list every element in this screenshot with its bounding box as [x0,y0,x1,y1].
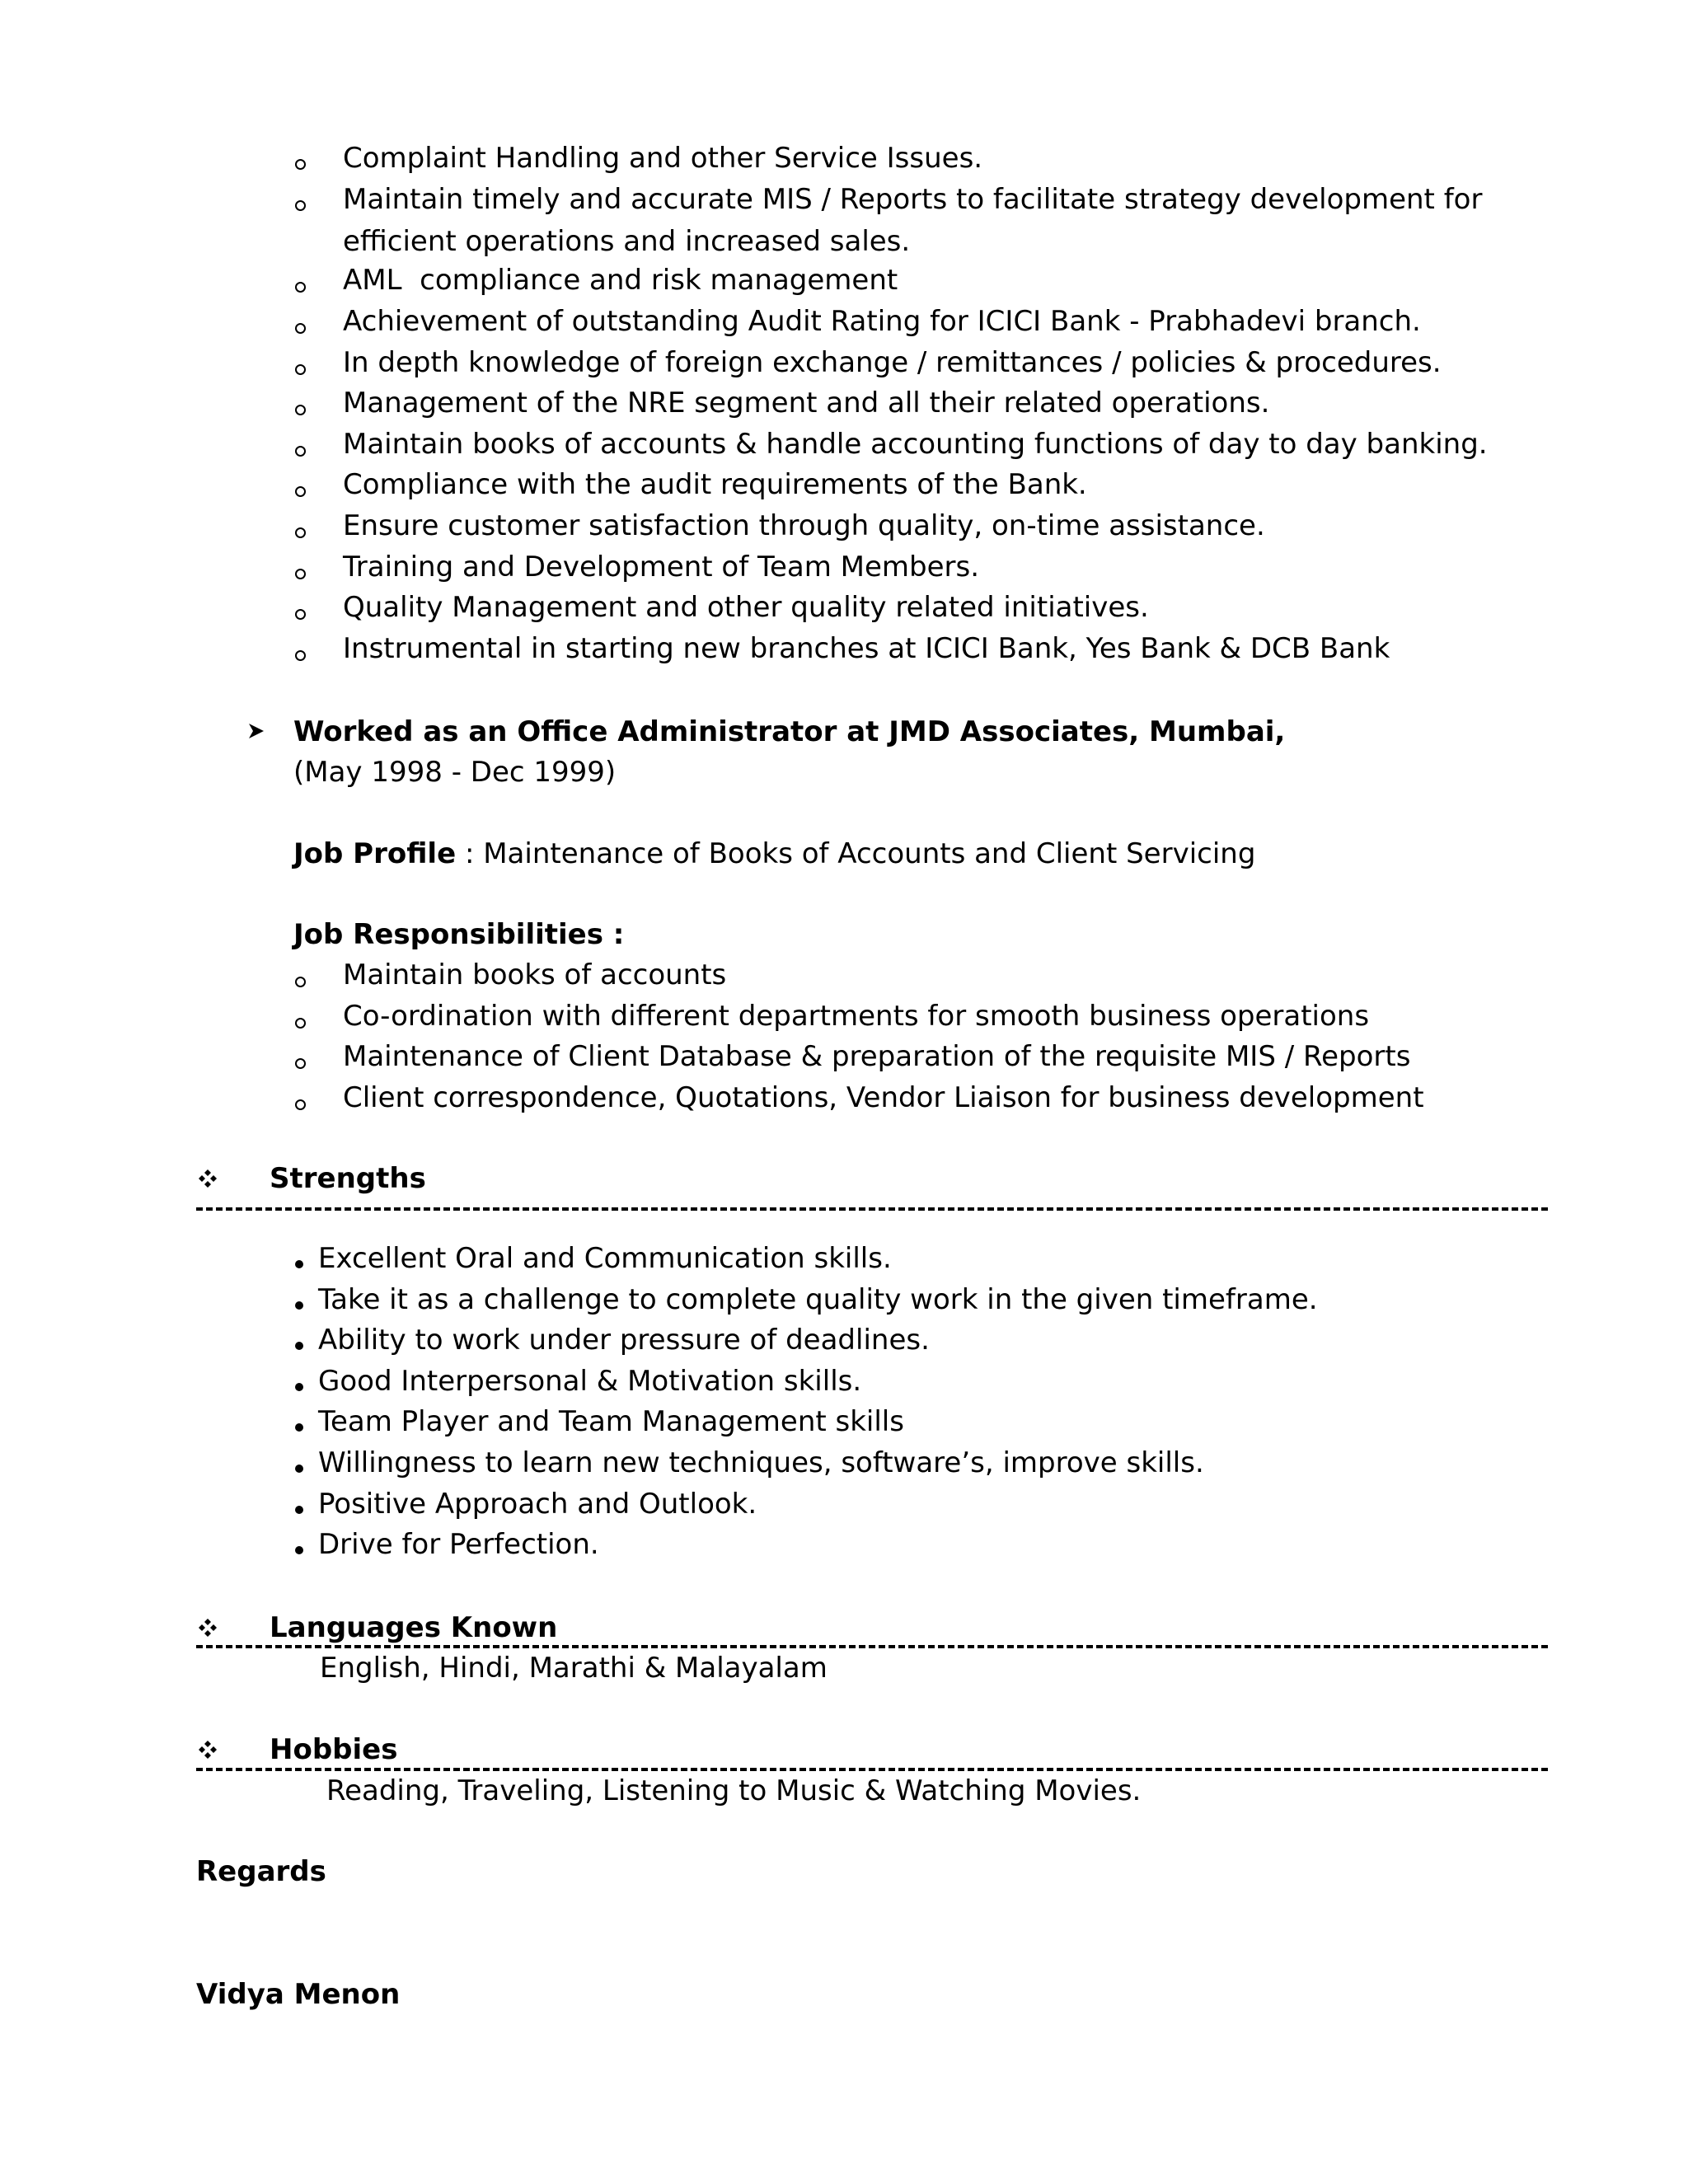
list-item: Achievement of outstanding Audit Rating for ICICI Bank - Prabhadevi branch. [343,305,1421,338]
list-item-continuation: efficient operations and increased sales. [343,225,911,258]
signature-name: Vidya Menon [196,1978,401,2011]
section-heading-languages: Languages Known [270,1611,558,1644]
hobbies-text: Reading, Traveling, Listening to Music & Watching Movies. [326,1774,1142,1807]
job-profile-label: Job Profile [293,837,457,870]
list-item: In depth knowledge of foreign exchange / remittances / policies & procedures. [343,346,1442,379]
list-bullet [295,569,306,579]
list-bullet [295,282,306,293]
list-bullet [295,200,306,211]
section-divider [196,1768,1548,1771]
list-item: Maintain books of accounts [343,958,727,991]
list-item: Instrumental in starting new branches at ICICI Bank, Yes Bank & DCB Bank [343,632,1390,665]
list-bullet [295,1058,306,1069]
list-item: Management of the NRE segment and all their related operations. [343,387,1270,419]
list-item: Client correspondence, Quotations, Vendor Liaison for business development [343,1081,1424,1114]
list-item: Co-ordination with different departments for smooth business operations [343,1000,1370,1033]
list-bullet [295,486,306,497]
list-bullet [295,1260,303,1268]
list-item: Maintain books of accounts & handle accounting functions of day to day banking. [343,428,1488,461]
list-item: Drive for Perfection. [318,1528,599,1561]
diamond-bullet-icon [198,1169,218,1188]
list-bullet [295,159,306,170]
list-item: Positive Approach and Outlook. [318,1488,757,1521]
list-bullet [295,364,306,375]
list-item: Good Interpersonal & Motivation skills. [318,1365,862,1398]
languages-text: English, Hindi, Marathi & Malayalam [320,1652,828,1685]
list-item: Complaint Handling and other Service Issues. [343,142,983,175]
list-bullet [295,1423,303,1432]
list-bullet [295,1546,303,1554]
closing-regards: Regards [196,1855,326,1888]
list-bullet [295,446,306,457]
list-bullet [295,405,306,415]
job-period: (May 1998 - Dec 1999) [293,756,617,789]
list-bullet [295,609,306,620]
diamond-bullet-icon [198,1618,218,1638]
list-item: Maintenance of Client Database & preparation of the requisite MIS / Reports [343,1040,1411,1073]
list-item: Maintain timely and accurate MIS / Reports to facilitate strategy development for [343,183,1483,216]
list-bullet [295,527,306,538]
list-bullet [295,650,306,661]
section-divider [196,1207,1548,1211]
list-item: AML compliance and risk management [343,264,898,297]
section-heading-strengths: Strengths [270,1162,426,1195]
list-item: Excellent Oral and Communication skills. [318,1242,892,1275]
list-bullet [295,1018,306,1029]
list-bullet [295,977,306,987]
list-item: Willingness to learn new techniques, software’s, improve skills. [318,1446,1204,1479]
list-item: Training and Development of Team Members. [343,551,980,583]
job-title: Worked as an Office Administrator at JMD Associates, Mumbai, [293,715,1286,748]
section-heading-hobbies: Hobbies [270,1733,398,1766]
job-profile-text: : Maintenance of Books of Accounts and Client Servicing [456,837,1256,870]
arrow-bullet-icon [247,723,265,739]
list-bullet [295,1301,303,1310]
list-item: Ensure customer satisfaction through quality, on-time assistance. [343,509,1265,542]
list-item: Take it as a challenge to complete quality work in the given timeframe. [318,1283,1318,1316]
list-bullet [295,1465,303,1473]
list-bullet [295,1383,303,1391]
list-bullet [295,1506,303,1514]
job-responsibilities-heading: Job Responsibilities : [293,918,625,951]
list-bullet [295,323,306,334]
job-profile [293,837,1255,871]
diamond-bullet-icon [198,1740,218,1760]
list-item: Ability to work under pressure of deadlines. [318,1324,930,1357]
list-item: Team Player and Team Management skills [318,1405,904,1438]
list-bullet [295,1099,306,1110]
list-bullet [295,1342,303,1350]
list-item: Quality Management and other quality related initiatives. [343,591,1149,624]
section-divider [196,1645,1548,1648]
list-item: Compliance with the audit requirements of the Bank. [343,468,1087,501]
